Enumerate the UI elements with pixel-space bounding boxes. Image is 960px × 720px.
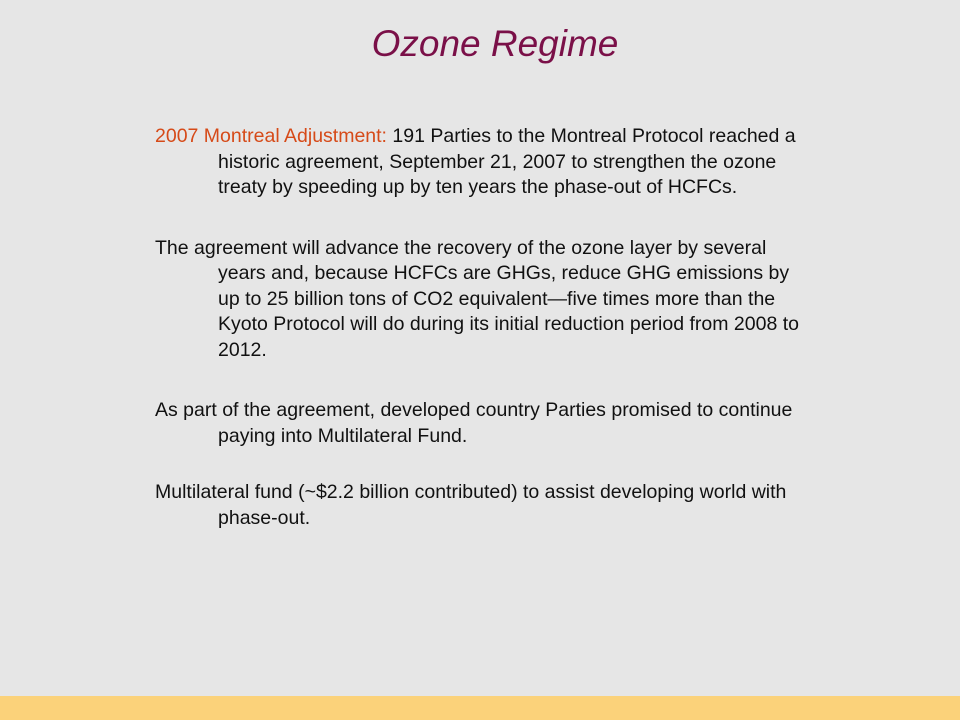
slide-body — [155, 124, 815, 531]
paragraph-montreal-adjustment — [155, 124, 815, 201]
paragraph-text: 191 Parties to the Montreal Protocol reached a historic agreement, September 21, 2007 to strengthen the ozone treaty by speeding up by ten years the phase-out of HCFCs. — [218, 125, 796, 198]
slide-title: Ozone Regime — [371, 23, 619, 64]
paragraph-text: The agreement will advance the recovery of the ozone layer by several years and, because HCFCs are GHGs, reduce GHG emissions by up to 25 billion tons of CO2 equivalent—five times more than the Kyoto Protocol will do during its initial reduction period from 2008 to 2012. — [155, 236, 799, 361]
paragraph-lead-highlight: 2007 Montreal Adjustment: — [155, 125, 387, 147]
footer-bar — [0, 696, 960, 720]
paragraph-text: Multilateral fund (~$2.2 billion contributed) to assist developing world with phase-out. — [155, 481, 787, 529]
paragraph-multilateral-fund — [155, 480, 815, 531]
paragraph-agreement-impact — [155, 236, 815, 364]
paragraph-text: As part of the agreement, developed country Parties promised to continue paying into Multilateral Fund. — [155, 399, 793, 447]
paragraph-developed-parties — [155, 398, 815, 449]
